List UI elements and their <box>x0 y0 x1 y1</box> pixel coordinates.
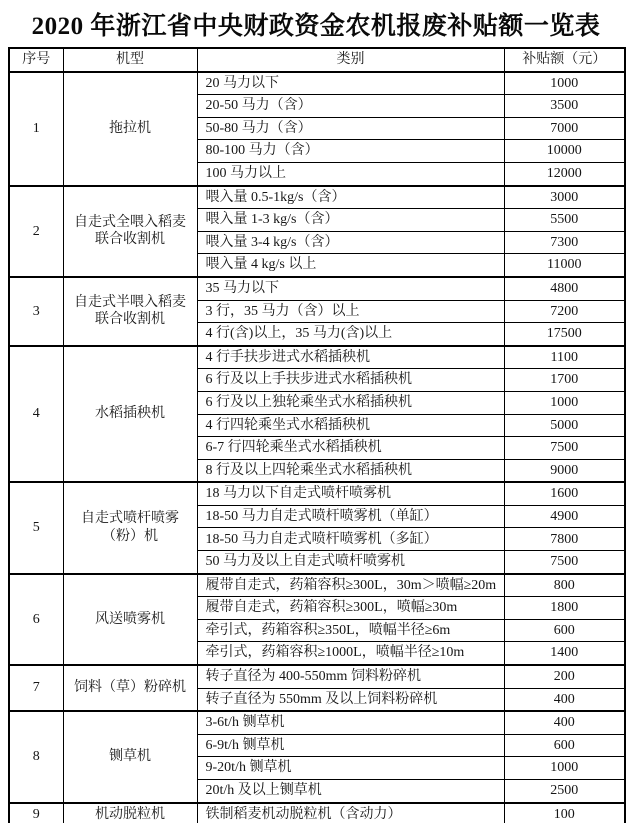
category-cell: 20-50 马力（含） <box>197 95 504 118</box>
amount-cell: 1000 <box>504 391 625 414</box>
machine-type-cell: 铡草机 <box>63 711 197 802</box>
category-cell: 转子直径为 550mm 及以上饲料粉碎机 <box>197 688 504 711</box>
category-cell: 履带自走式，药箱容积≥300L，30m＞喷幅≥20m <box>197 574 504 597</box>
amount-cell: 7500 <box>504 551 625 574</box>
header-row <box>9 48 625 72</box>
table-row <box>9 711 625 734</box>
category-cell: 50 马力及以上自走式喷杆喷雾机 <box>197 551 504 574</box>
machine-type-cell: 自走式全喂入稻麦联合收割机 <box>63 186 197 277</box>
category-cell: 18-50 马力自走式喷杆喷雾机（单缸） <box>197 505 504 528</box>
serial-cell: 8 <box>9 711 63 802</box>
machine-type-cell: 机动脱粒机 <box>63 803 197 823</box>
amount-cell: 1000 <box>504 757 625 780</box>
category-cell: 喂入量 0.5-1kg/s（含） <box>197 186 504 209</box>
category-cell: 6-7 行四轮乘坐式水稻插秧机 <box>197 437 504 460</box>
category-cell: 9-20t/h 铡草机 <box>197 757 504 780</box>
serial-cell: 1 <box>9 72 63 186</box>
category-cell: 20 马力以下 <box>197 72 504 95</box>
amount-cell: 17500 <box>504 323 625 346</box>
category-cell: 3 行，35 马力（含）以上 <box>197 300 504 323</box>
serial-cell: 9 <box>9 803 63 823</box>
amount-cell: 4900 <box>504 505 625 528</box>
table-row <box>9 574 625 597</box>
category-cell: 4 行手扶步进式水稻插秧机 <box>197 346 504 369</box>
serial-cell: 7 <box>9 665 63 711</box>
serial-cell: 6 <box>9 574 63 665</box>
amount-cell: 800 <box>504 574 625 597</box>
category-cell: 50-80 马力（含） <box>197 117 504 140</box>
category-cell: 8 行及以上四轮乘坐式水稻插秧机 <box>197 459 504 482</box>
subsidy-table <box>8 47 626 823</box>
category-cell: 6 行及以上手扶步进式水稻插秧机 <box>197 369 504 392</box>
page-title: 2020 年浙江省中央财政资金农机报废补贴额一览表 <box>31 13 601 40</box>
header-serial: 序号 <box>9 48 63 72</box>
header-machine-type: 机型 <box>63 48 197 72</box>
category-cell: 喂入量 3-4 kg/s（含） <box>197 231 504 254</box>
amount-cell: 1000 <box>504 72 625 95</box>
serial-cell: 2 <box>9 186 63 277</box>
category-cell: 3-6t/h 铡草机 <box>197 711 504 734</box>
machine-type-cell: 风送喷雾机 <box>63 574 197 665</box>
amount-cell: 7200 <box>504 300 625 323</box>
category-cell: 80-100 马力（含） <box>197 140 504 163</box>
machine-type-cell: 水稻插秧机 <box>63 346 197 483</box>
amount-cell: 1100 <box>504 346 625 369</box>
amount-cell: 2500 <box>504 780 625 803</box>
category-cell: 18 马力以下自走式喷杆喷雾机 <box>197 482 504 505</box>
category-cell: 铁制稻麦机动脱粒机（含动力） <box>197 803 504 823</box>
category-cell: 牵引式，药箱容积≥1000L，喷幅半径≥10m <box>197 642 504 665</box>
amount-cell: 600 <box>504 619 625 642</box>
amount-cell: 11000 <box>504 254 625 277</box>
amount-cell: 7300 <box>504 231 625 254</box>
amount-cell: 7000 <box>504 117 625 140</box>
table-row <box>9 277 625 300</box>
amount-cell: 3500 <box>504 95 625 118</box>
machine-type-cell: 饲料（草）粉碎机 <box>63 665 197 711</box>
amount-cell: 5000 <box>504 414 625 437</box>
amount-cell: 1400 <box>504 642 625 665</box>
table-row <box>9 186 625 209</box>
serial-cell: 4 <box>9 346 63 483</box>
machine-type-cell: 拖拉机 <box>63 72 197 186</box>
machine-type-cell: 自走式半喂入稻麦联合收割机 <box>63 277 197 346</box>
category-cell: 6 行及以上独轮乘坐式水稻插秧机 <box>197 391 504 414</box>
amount-cell: 9000 <box>504 459 625 482</box>
table-row <box>9 482 625 505</box>
category-cell: 喂入量 1-3 kg/s（含） <box>197 209 504 232</box>
amount-cell: 600 <box>504 734 625 757</box>
header-category: 类别 <box>197 48 504 72</box>
category-cell: 牵引式，药箱容积≥350L，喷幅半径≥6m <box>197 619 504 642</box>
amount-cell: 1700 <box>504 369 625 392</box>
amount-cell: 12000 <box>504 162 625 185</box>
amount-cell: 400 <box>504 711 625 734</box>
category-cell: 转子直径为 400-550mm 饲料粉碎机 <box>197 665 504 688</box>
category-cell: 履带自走式，药箱容积≥300L，喷幅≥30m <box>197 597 504 620</box>
amount-cell: 7800 <box>504 528 625 551</box>
amount-cell: 1600 <box>504 482 625 505</box>
amount-cell: 10000 <box>504 140 625 163</box>
category-cell: 100 马力以上 <box>197 162 504 185</box>
category-cell: 4 行四轮乘坐式水稻插秧机 <box>197 414 504 437</box>
amount-cell: 400 <box>504 688 625 711</box>
category-cell: 18-50 马力自走式喷杆喷雾机（多缸） <box>197 528 504 551</box>
table-row <box>9 665 625 688</box>
amount-cell: 100 <box>504 803 625 823</box>
amount-cell: 3000 <box>504 186 625 209</box>
amount-cell: 200 <box>504 665 625 688</box>
table-row <box>9 72 625 95</box>
serial-cell: 5 <box>9 482 63 573</box>
amount-cell: 7500 <box>504 437 625 460</box>
category-cell: 35 马力以下 <box>197 277 504 300</box>
category-cell: 20t/h 及以上铡草机 <box>197 780 504 803</box>
amount-cell: 1800 <box>504 597 625 620</box>
category-cell: 6-9t/h 铡草机 <box>197 734 504 757</box>
machine-type-cell: 自走式喷杆喷雾（粉）机 <box>63 482 197 573</box>
header-amount: 补贴额（元） <box>504 48 625 72</box>
serial-cell: 3 <box>9 277 63 346</box>
amount-cell: 5500 <box>504 209 625 232</box>
amount-cell: 4800 <box>504 277 625 300</box>
table-row <box>9 346 625 369</box>
category-cell: 4 行(含)以上，35 马力(含)以上 <box>197 323 504 346</box>
category-cell: 喂入量 4 kg/s 以上 <box>197 254 504 277</box>
table-row <box>9 803 625 823</box>
